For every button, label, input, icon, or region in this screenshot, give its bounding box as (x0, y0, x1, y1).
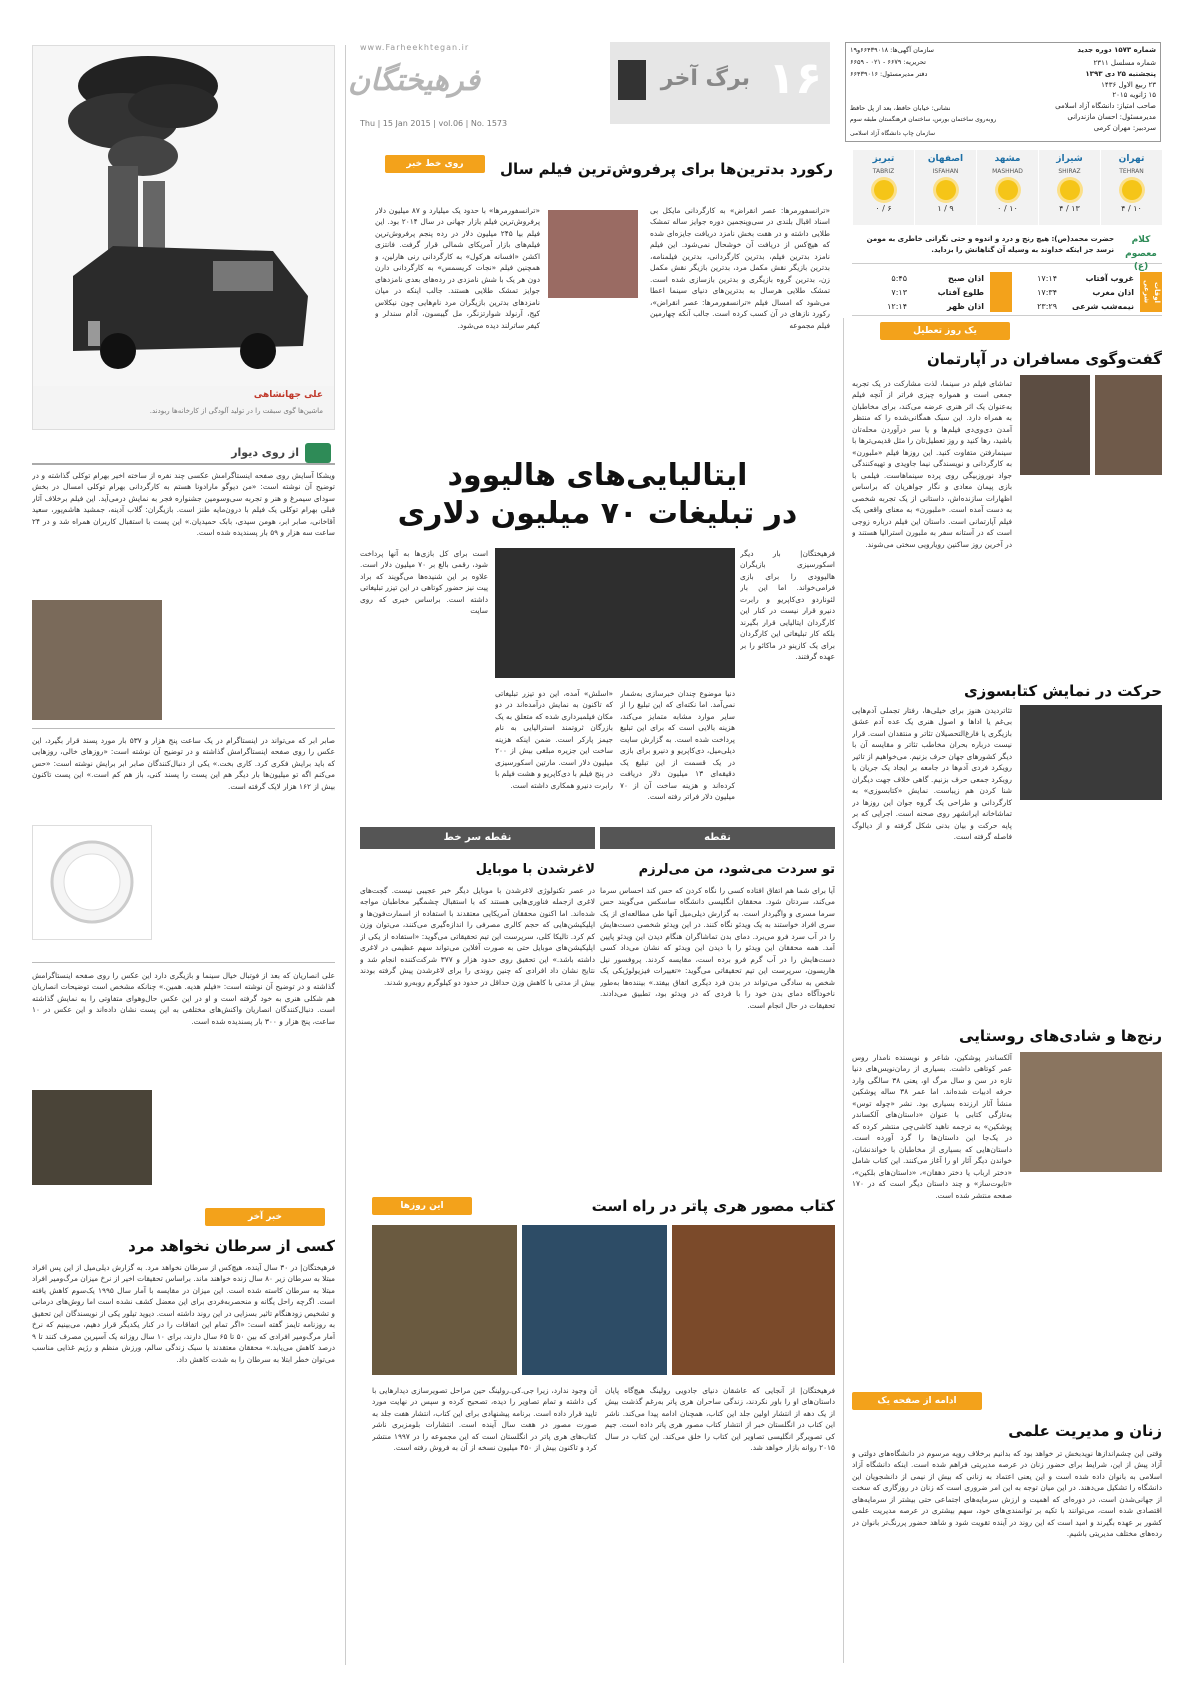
cartoon-artist: علی جهانشاهی (253, 390, 323, 400)
fax: دفتر مدیرمسئول: ۶۶۴۳۹۰۱۶ (850, 70, 928, 78)
divider (32, 728, 335, 729)
weather-city-en: SHIRAZ (1058, 167, 1081, 175)
date-fa: پنجشنبه ۲۵ دی ۱۳۹۳ (1085, 69, 1156, 78)
weather-temps: ۹ / ۱ (937, 203, 954, 213)
wall-photo-1 (32, 600, 162, 720)
wall-post-2-text: صابر ابر که می‌تواند در اینستاگرام در یک ساعت پنج هزار و ۵۳۷ بار مورد پسند قرار بگیرد، این عکس را روی صفحه اینستاگرامش گذاشته و در توضیح آن نوشته است: «روزهای خالی، روزهایی که باید برایش فکری کرد. کاری بخت.» یکی از دنبال‌کنندگان صابر ابر برایش نوشته است: «حس می‌کنم اگه تو میلیون‌ها بار دیگر هم این پست را پسند کنی، باز هم کم است.» این پست تاکنون بیش از ۱۶۲ هزار لایک گرفته است. (32, 736, 335, 791)
column-divider (345, 45, 346, 1665)
weather-city-name: مشهد (994, 154, 1021, 164)
sun-icon (998, 180, 1018, 200)
cold-title: تو سردت می‌شود، من می‌لرزم (638, 862, 835, 877)
weather-city-en: MASHHAD (992, 167, 1023, 175)
date-hijri: ۲۳ ربیع الاول ۱۴۳۶ (1101, 80, 1156, 89)
site-url[interactable]: www.Farheekhtegan.ir (360, 43, 470, 52)
weather-city-en: ISFAHAN (932, 167, 959, 175)
mobile-text: در عصر تکنولوژی لاغرشدن با موبایل دیگر خبر عجیبی نیست. گجت‌های لاغری ازجمله فناوری‌هایی هستند که با استقبال چشمگیر مخاطبان مواجه شده‌اند. اما اکنون محققان آمریکایی معتقدند با استفاده از اسمارت‌فون‌ها و اپلیکیشن‌هایی که حجم کالری مصرفی را اندازه‌گیری می‌کنند، می‌توان وزن کم کرد. تالیکا کلی، سرپرست این تیم تحقیقاتی می‌گوید: «استفاده از یکی از اپلیکیشن‌های موبایل حتی به صورت آفلاین می‌تواند سهم عظیمی در لاغری داشته باشد.» این تحقیق روی حدود هزار و ۳۷۷ شرکت‌کننده انجام شد و نتایج نشان داد افرادی که چنین روندی را برای لاغرشدن پیش گرفته بودند بیش از مدتی با کاهش وزن حداقل در حدود دو کیلوگرم روبه‌رو شدند. (360, 886, 595, 987)
puppet-text: تئاتردیدن هنوز برای خیلی‌ها، رفتار تجملی آدم‌هایی بی‌غم یا اداها و اصول هنری یک عده آدم عشق بازیگری یا فارغ‌التحصیلان تئاتر و منتقدان است. قرار نیست درباره بحران مخاطب تئاتر و مقایسه آن با دیگر کشورهای جهان حرف بزنیم. می‌خواهیم از تاثیر رویکرد فردی آدم‌ها در جامعه بر ایجاد یک جریان یا رویکرد جمعی حرف بزنیم. گاهی خلاف جهت دیگران شنا کردن هم زیباست. نمایش «کتابسوزی» به کارگردانی و طراحی یک گروه جوان این روزها در تماشاخانه ایرانشهر روی صحنه است. اجرایی که بر پایه حرکت و بیان بدنی شکل گرفته و از دیالوگ فاصله گرفته است. (852, 706, 1012, 842)
prayer-name: نیمه‌شب شرعی (1071, 302, 1134, 311)
section-icon (618, 60, 646, 100)
en-dateline: Thu | 15 Jan 2015 | vol.06 | No. 1573 (360, 119, 508, 128)
weather-city (1038, 150, 1100, 225)
weather-panel (852, 150, 1162, 225)
column-divider (843, 318, 844, 1663)
harry-potter-image-1 (372, 1225, 517, 1375)
editor: سردبیر: مهران کرمی (1093, 123, 1156, 132)
prayer-name: اذان صبح (948, 274, 984, 283)
painter-book-text-1: فرهیختگان| از آنجایی که عاشقان دنیای جادویی رولینگ هیچ‌گاه پایان داستان‌های او را باور نکردند، زندگی ساحران هری پاتر به‌رغم گذشت بیش از یک دهه از انتشار اولین جلد این کتاب، همچنان ادامه پیدا می‌کند. ناشر این کتاب در انگلستان خبر از انتشار کتاب مصور هری پاتر داده است. جیم کی تصویرگر انگلیسی تصاویر این کتاب را خلق می‌کند. این کتاب در سال ۲۰۱۵ روانه بازار خواهد شد. (605, 1386, 835, 1453)
date-en: ۱۵ ژانویه ۲۰۱۵ (1112, 91, 1156, 100)
weather-temps: ۱۰ / ۰ (997, 203, 1018, 213)
weather-city-name: تهران (1118, 154, 1145, 164)
hollywood-title-1: ایتالیایی‌های هالیوود (447, 458, 748, 493)
worst-films-title: رکورد بدترین‌ها برای پرفروش‌ترین فیلم سال (500, 160, 833, 178)
prayer-label: اوقات شرعی (1140, 272, 1162, 312)
prayer-time: ۷:۱۳ (891, 288, 907, 297)
cartoon-image (33, 46, 334, 386)
mobile-body (360, 885, 595, 1185)
wall-photo-3 (32, 1090, 152, 1185)
quote-label: کلام معصوم (ع) (1125, 235, 1157, 272)
painter-book-title: کتاب مصور هری پاتر در راه است (591, 1197, 835, 1215)
continued-tag: ادامه از صفحه یک (852, 1392, 982, 1410)
weather-city-name: اصفهان (927, 154, 964, 164)
women-text: وقتی این چشم‌اندازها نویدبخش تر خواهد بود که بدانیم برخلاف رویه مرسوم در دانشگاه‌های دولتی و آزاد پیش از این، شرایط برای حضور زنان در عرصه مدیریتی فراهم شده است. اینکه دانشگاه آزاد اسلامی به بانوان داده شده است و این یعنی اعتماد به زنانی که بیش از نیمی از دانشجویان این دانشگاه را تشکیل می‌دهند. در این میان توجه به این امر ضروری است که زنان در روزگاری که سخت از جهانی‌شدن است، در دوره‌ای که اهمیت و ارزش سرمایه‌های اجتماعی حتی بیشتر از سرمایه‌های اقتصادی شده است، می‌توانند با تکیه بر توانمندی‌های خود، سهم بیشتری در عرصه مدیریت علمی کشور بر عهده بگیرند و امید است که این روند در آینده تقویت شود و شاهد حضور پررنگ‌تر بانوان در رده‌های مختلف مدیریتی باشیم. (852, 1449, 1162, 1539)
harry-potter-image-2 (522, 1225, 667, 1375)
hollywood-col-4 (360, 548, 488, 818)
prayer-time: ۵:۴۵ (891, 274, 907, 283)
wall-title: از روی دیوار (231, 446, 299, 459)
hollywood-col-3 (495, 688, 613, 818)
sun-icon (1122, 180, 1142, 200)
issue-series: شماره مسلسل ۲۳۱۱ (1093, 58, 1156, 67)
address: نشانی: خیابان حافظ، بعد از پل حافظ (850, 104, 951, 112)
mobile-title: لاغرشدن با موبایل (475, 862, 595, 877)
cancer-body (32, 1262, 335, 1662)
hollywood-col-2 (620, 688, 735, 818)
prayer-time: ۲۳:۲۹ (1037, 302, 1057, 311)
apartment-body (852, 378, 1162, 653)
prayer-name: اذان ظهر (947, 302, 984, 311)
harry-potter-image-3 (672, 1225, 835, 1375)
painter-book-text-2: آن وجود ندارد، زیرا جی.کی.رولینگ حین مراحل تصویرسازی دیدارهایی با کی داشته و تمام تصاویر را دیده، تصحیح کرده و سپس در نهایت مورد تایید قرار داده است. برنامه پیشنهادی برای این کتاب، انتشار هفت جلد به صورت مصور در هفت سال آینده است. انتشارات بلومزبری ناشر کتاب‌های هری پاتر در انگلستان است که این مجموعه را در ۱۹۹۷ منتشر کرد و تاکنون بیش از ۴۵۰ میلیون نسخه از آن به فروش رفته است. (372, 1386, 597, 1453)
prayer-time: ۱۲:۱۴ (887, 302, 907, 311)
cartoon-caption: ماشین‌ها گوی سبقت را در تولید آلودگی از کارخانه‌ها ربودند. (149, 407, 323, 415)
divider (32, 962, 335, 963)
hollywood-text-4: است برای کل بازی‌ها به آنها پرداخت شود، رقمی بالغ بر ۷۰ میلیون دلار است. علاوه بر این شنیده‌ها می‌گویند که براد پیت نیز حضور کوتاهی در این تیزر تبلیغاتی داشته است. براساس خبری که روی سایت (360, 549, 488, 616)
worst-films-col-1 (650, 205, 830, 435)
weather-city-name: تبریز (872, 154, 895, 164)
section-box (610, 42, 830, 124)
plate-icon (33, 826, 151, 939)
cold-body (600, 885, 835, 1185)
cartoon-box (32, 45, 335, 430)
apartment-title: گفت‌وگوی مسافران در آپارتمان (926, 350, 1162, 368)
puppet-body (852, 705, 1162, 1010)
hollywood-photo (495, 548, 735, 678)
masthead-info (845, 42, 1161, 142)
phones: سازمان آگهی‌ها: ۶۶۴۳۹۰۱۸و۱۹ (850, 46, 934, 54)
address2: روبه‌روی ساختمان بورس، ساختمان فرهنگستان طبقه سوم (850, 116, 997, 123)
prayer-name: اذان مغرب (1092, 288, 1134, 297)
weather-city (1100, 150, 1162, 225)
women-body (852, 1448, 1162, 1663)
prayer-name: غروب آفتاب (1085, 274, 1134, 283)
page-number: ۱۶ (768, 53, 822, 104)
sun-icon (874, 180, 894, 200)
phones2: تحریریه: ۶۶۷۹ - ۰۲۱ - ۶۶۵۹ (850, 58, 926, 66)
quote-text: حضرت محمد(ص): هیچ رنج و درد و اندوه و حتی نگرانی خاطری به مومن نرسد جز اینکه خداوند به وسیله آن گناهانش را بزداید. (866, 235, 1114, 254)
last-news-tag: خبر آخر (205, 1208, 325, 1226)
worst-films-text-2: «ترانسفورمرها» با حدود یک میلیارد و ۸۷ میلیون دلار پرفروش‌ترین فیلم بازار جهانی در سال ۲۰۱۴ بود. این فیلم بیا ۲۴۵ میلیون دلار در رده پنجم پرفروش‌ترین فیلم‌های بازار آمریکای شمالی قرار گرفت. فانتزی اکشن «افسانه هرکول» به کارگردانی رنی هارلین، و همچنین فیلم «نجات کریسمس» به کارگردانی دارن دون هر یک با شش نامزدی در رده‌های بعدی نامزدهای جوایز تمشک طلایی هستند. جالب اینکه در میان نامزدهای بدترین بازیگران مرد نام‌هایی چون نیکلاس کیج، آرنولد شوارتزنگر، مل گیبسون، آدام سندلر و کیفر ساترلند دیده می‌شود. (375, 206, 540, 330)
hollywood-title-2: در تبلیغات ۷۰ میلیون دلاری (397, 496, 798, 531)
sun-icon (1060, 180, 1080, 200)
women-title: زنان و مدیریت علمی (1008, 1422, 1162, 1440)
weather-temps: ۱۳ / ۴ (1059, 203, 1080, 213)
weather-city (976, 150, 1038, 225)
wall-photo-2 (32, 825, 152, 940)
worst-films-text-1: «ترانسفورمرها: عصر انقراض» به کارگردانی مایکل بی اسناد اقبال بلندی در سی‌وپنجمین دوره جوایز ساله تمشک طلایی داشته و در هفت بخش نامزد دریافت جایزه‌ای شده که هیچ‌کس از دریافت آن خوشحال نمی‌شود. این فیلم نامزد بدترین فیلم، بدترین کارگردانی، بدترین فیلمنامه، بدترین بازیگر نقش مکمل مرد، بدترین بازیگر نقش مکمل زن، بدترین گروه بازیگری و بدترین بازسازی شده است. تمشک طلایی هرسال به بدترین‌های دنیای سینما اعطا می‌شود که امسال فیلم «ترانسفورمرها: عصر انقراض»، رکورد نازهای در آن کسب کرده است. جالب آنکه چهارمین فیلم مجموعه (650, 206, 830, 330)
hollywood-col-1 (740, 548, 835, 818)
prayer-time: ۱۷:۳۴ (1037, 288, 1057, 297)
manager: مدیرمسئول: احسان مازندرانی (1067, 113, 1156, 122)
hollywood-text-3: «اسلش» آمده، این دو تیزر تبلیغاتی که تاکنون به نمایش درآمده‌اند در دو مکان فیلمبرداری شده که متعلق به یک بازرگان ثروتمند استرالیایی به نام جیمز پارکر است. ضمن اینکه هزینه ساخت این جزیره مبلغی بیش از ۲۰۰ میلیون دلار است. مارتین اسکورسیزی در پنج فیلم با دی‌کاپریو و هشت فیلم با رابرت دنیرو همکاری داشته است. (495, 689, 613, 790)
pushkin-text: آلکساندر پوشکین، شاعر و نویسنده نامدار روس عمر کوتاهی داشت. بسیاری از رمان‌نویس‌های دنیا تازه در سن و سال مرگ او، یعنی ۳۸ سالگی وارد حرفه ادبیات شده‌اند. اما عمر ۳۸ ساله پوشکین منشأ آثار ارزنده بسیاری بود. نشر «چوله توس» به‌تازگی کتابی با عنوان «داستان‌های آلکساندر پوشکین» به ترجمه ناهید کاشی‌چی منتشر کرده که در یک‌جا این داستان‌ها را گرد آورده است. داستان‌هایی که بسیاری از مخاطبان با خواندنشان، خواندن دیگر آثار او را آغاز می‌کنند. این کتاب شامل «دختر ارباب یا دختر دهقان»، «داستان‌های بلکین»، «تابوت‌ساز» و چند داستان دیگر است که در ۱۷۰ صفحه منتشر شده است. (852, 1053, 1012, 1200)
cold-text: آیا برای شما هم اتفاق افتاده کسی را نگاه کردن که حس کند احساس سرما می‌کند، سردتان شود. محققان انگلیسی دانشگاه ساسکس می‌گویند حس سرما مسری و واگیردار است. به گزارش دیلی‌میل آنها طی مطالعه‌ای از یک سری افراد خواستند به یک ویدئو نگاه کنند. در این ویدئو شخصی دست‌هایش را در آب سرد فرو می‌برد. دمای بدن تماشاگران هنگام دیدن این ویدئو پایین آمد. همه محققان این ویدئو را با دیدن این ویدئو که نشان می‌داد کسی دست‌هایش را در آب گرم فرو برده است، مقایسه کردند. پروفسور نیل هاریسون، سرپرست این تیم تحقیقاتی می‌گوید: «تغییرات فیزیولوژیکی یک شخص به سادگی می‌تواند در بدن فرد دیگری اتفاق بیفتد.» بیننده‌ها به‌طور ناخودآگاه دمای بدن خود را با فردی که در ویدئو بود، تطبیق می‌دادند. تحقیقات در حال انجام است. (600, 886, 835, 1010)
wall-icon (305, 443, 331, 463)
transformers-photo (548, 210, 638, 298)
quote-box (852, 232, 1162, 272)
prayer-label-2 (990, 272, 1012, 312)
issue-no: شماره ۱۵۷۳ دوره جدید (1077, 46, 1156, 54)
weather-city (852, 150, 914, 225)
weather-city (914, 150, 976, 225)
print: سازمان چاپ دانشگاه آزاد اسلامی (850, 130, 936, 137)
wall-header (32, 443, 335, 465)
publisher: صاحب امتیاز: دانشگاه آزاد اسلامی (1055, 102, 1156, 111)
apartment-text: تماشای فیلم در سینما، لذت مشارکت در یک تجربه جمعی است و همواره چیزی فراتر از آنچه فیلم به‌عنوان یک اثر هنری عرضه می‌کند، برای مخاطبان به همراه دارد. این سبک همگانی‌شده را که منتظر آمدن دی‌وی‌دی فیلم‌ها و یا سر درآوردن محله‌تان باشید، رها کنید و روز تعطیل‌تان را مثل قدیمی‌ترها با سینمارفتن متفاوت کنید. این روزها فیلم «ملبورن» به کارگردانی و نویسندگی نیما جاویدی و تهیه‌کنندگی جواد نوروزبیگی روی پرده سینماهاست. فیلمی با بازی پیمان معادی و نگار جواهریان که براساس اظهارات سازنده‌اش، داستانی از یک تجربه شخصی به دست آمده است. «ملبورن» به معنای واقعی یک فیلم آپارتمانی است. داستان این فیلم درباره زوجی است که در آستانه سفر به ملبورن استرالیا هستند و در آخرین روز ساکنین رویارویی سختی می‌شوند. (852, 379, 1012, 549)
painter-book-col-2 (372, 1385, 597, 1660)
prayer-time: ۱۷:۱۴ (1037, 274, 1057, 283)
weather-temps: ۱۰ / ۴ (1121, 203, 1142, 213)
pushkin-body (852, 1052, 1162, 1347)
section-title: برگ آخر (660, 66, 750, 91)
weather-city-name: شیراز (1056, 154, 1083, 164)
holiday-tag: یک روز تعطیل (880, 322, 1010, 340)
logo: فرهیختگان (348, 63, 480, 98)
point-bar: نقطه (600, 827, 835, 849)
weather-city-en: TABRIZ (872, 167, 895, 175)
puppet-title: حرکت در نمایش کتابسوزی (963, 682, 1162, 700)
point2-bar: نقطه سر خط (360, 827, 595, 849)
cancer-title: کسی از سرطان نخواهد مرد (128, 1237, 335, 1255)
sun-icon (936, 180, 956, 200)
hollywood-text-2: دنیا موضوع چندان خبرسازی به‌شمار نمی‌آمد. اما نکته‌ای که این تبلیغ را از سایر موارد مشابه متمایز می‌کند، هزینه بالایی است که برای این تبلیغ پرداخت شده است. به گزارش سایت دیلی‌میل، دی‌کاپریو و دنیرو برای بازی در یک قسمت از این تبلیغ یک دقیقه‌ای ۱۳ میلیون دلار دریافت کرده‌اند و هزینه ساخت آن از ۷۰ میلیون دلار فراتر رفته است. (620, 689, 735, 802)
hollywood-text-1: فرهیختگان| بار دیگر اسکورسیزی بازیگران هالیوودی را برای بازی فرامی‌خواند. اما این بار لئوناردو دی‌کاپریو و رابرت دنیرو قرار نیست در کنار این کارگردان ایتالیایی قرار بگیرند بلکه کار تبلیغاتی این کارگردان برای یک کازینو در ماکائو را بر عهده گرفتند. (740, 549, 835, 662)
pushkin-title: رنج‌ها و شادی‌های روستایی (959, 1027, 1162, 1045)
painter-book-col-1 (605, 1385, 835, 1660)
weather-city-en: TEHRAN (1119, 167, 1144, 175)
prayer-name: طلوع آفتاب (937, 288, 984, 297)
these-days-tag: این روزها (372, 1197, 472, 1215)
cancer-text: فرهیختگان| در ۳۰ سال آینده، هیچ‌کس از سرطان نخواهد مرد. به گزارش دیلی‌میل از این پس افراد مبتلا به سرطان زیر ۸۰ سال زنده خواهند ماند. براساس تحقیقات اخیر از نرخ میزان مرگ‌ومیر افراد مبتلا به سرطان کاسته شده است. این میزان در مقایسه با آمار سال ۱۹۹۵ یک‌سوم کاهش یافته است. اگرچه راحل یگانه و منحصربه‌فردی برای این معضل کشف نشده است اما روش‌های درمانی و تشخیص زودهنگام تاثیر بسزایی در این روند داشته است. دیوید تیلور یکی از نویسندگان این تحقیق به روزنامه تایمز گفته است: «اگر تمام این اتفاقات را در کنار یکدیگر قرار دهیم، می‌بینیم که نرخ آمار مرگ‌ومیر افرادی که بین ۵۰ تا ۶۵ سال دارند، برای ۱۰ سال روزانه یک آسپرین مصرف کنند تا ۹ درصد کاهش می‌یابد.» محققان معتقدند با سبک زندگی سالم، ورزش منظم و رژیم غذایی مناسب می‌توان خطر ابتلا به سرطان را به شدت کاهش داد. (32, 1263, 335, 1364)
news-tag: روی خط خبر (385, 155, 485, 173)
wall-post-3-text: علی انصاریان که بعد از فوتبال خیال سینما و بازیگری دارد این عکس را روی صفحه اینستاگرامش گذاشته و در توضیح آن نوشته است: «فیلم هدیه. همین.» چنانکه مشخص است توضیحات انصاریان هم شکلی هنری به خود گرفته است و او در این عکس حال‌وهوای متفاوتی را به نمایش گذاشته است. دنبال‌کنندگان انصاریان واکنش‌های مختلفی به این پست نشان داده‌اند و این عکس در ۱۰ ساعت، پنج هزار و ۳۰۰ بار پسندیده شده است. (32, 971, 335, 1026)
worst-films-col-2 (375, 205, 540, 435)
weather-temps: ۶ / ۰ (875, 203, 892, 213)
prayer-times (852, 268, 1162, 316)
wall-post-1-text: ویشکا آسایش روی صفحه اینستاگرامش عکسی چند نفره از ساخته اخیر بهرام توکلی گذاشته و در توضیح آن نوشته است: «من دیوگو مارادونا هستم به کارگردانی بهرام توکلی امسال در بخش سودای سیمرغ و هنر و تجربه سی‌وسومین جشنواره فجر به نمایش درمی‌آید. این فیلم برخلاف آثار قبلی بهرام توکلی یک فیلم با درون‌مایه طنز است. بازیگران: گلاب آدینه، جمشید هاشم‌پور، سعید آقاخانی، صابر ابر، هومن سیدی، بابک حمیدیان.» این پست با استقبال کاربران همراه شد و در ۲۴ ساعت سه هزار و ۵۹ بار پسندیده شده است. (32, 471, 335, 538)
